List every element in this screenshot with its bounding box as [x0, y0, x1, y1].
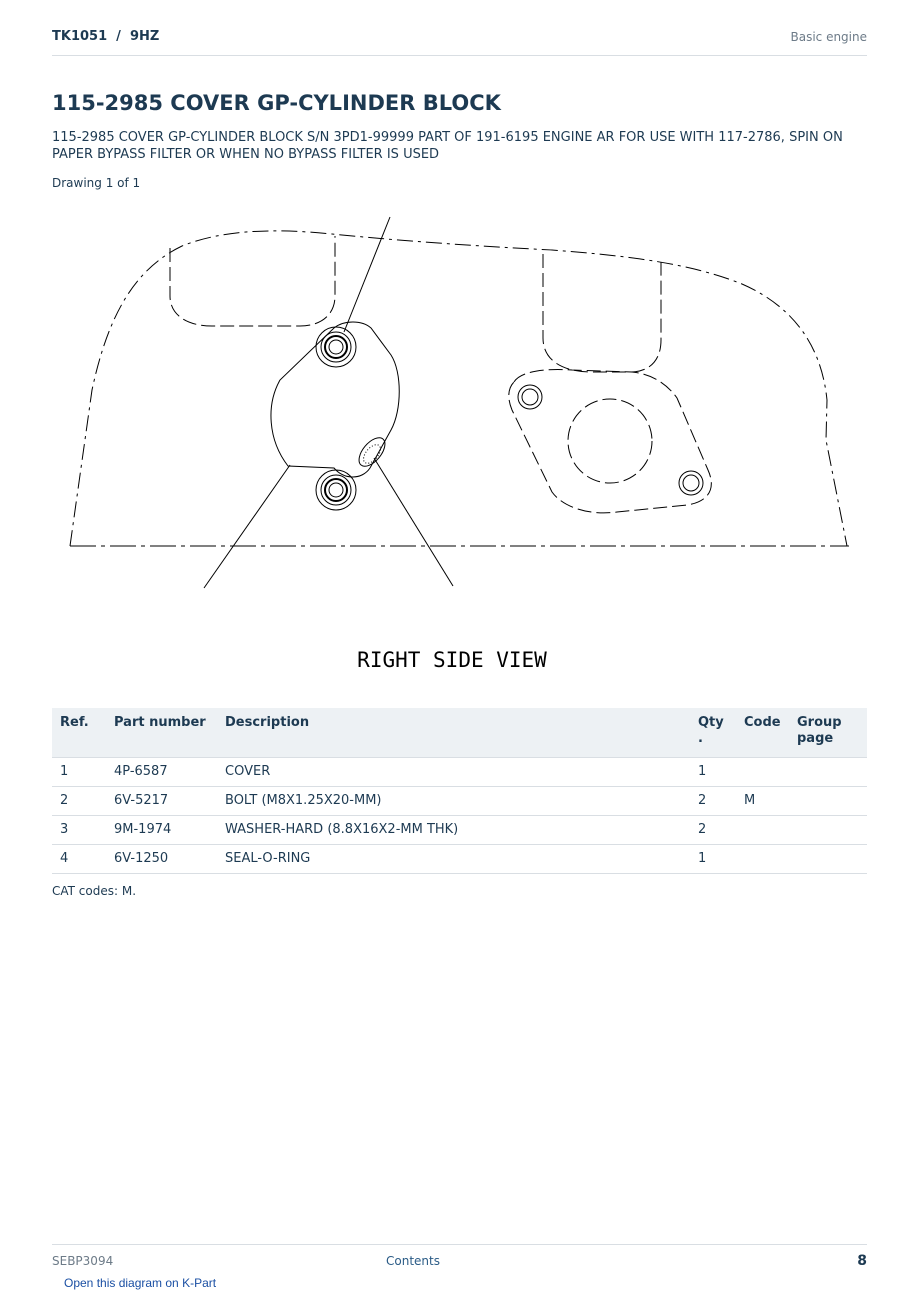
cell-ref: 4: [52, 844, 106, 873]
cell-part-number: 6V-1250: [106, 844, 217, 873]
section-label: Basic engine: [790, 30, 867, 44]
flange-hole-right-inner: [683, 475, 699, 491]
table-row: [52, 844, 867, 873]
left-pocket: [170, 236, 335, 326]
table-header-row: [52, 708, 867, 757]
col-qty: Qty .: [690, 708, 736, 757]
contents-link[interactable]: Contents: [386, 1254, 440, 1268]
table-row: [52, 757, 867, 786]
leader-line-right: [374, 458, 453, 586]
cat-codes-note: CAT codes: M.: [52, 884, 137, 898]
page-footer: [52, 1244, 867, 1274]
cell-code: [736, 815, 789, 844]
cell-group-page: [789, 786, 867, 815]
bolt-top-hex: [329, 340, 343, 354]
col-description: Description: [217, 708, 690, 757]
drawing-count-label: Drawing 1 of 1: [52, 176, 141, 190]
leader-line-top: [344, 217, 390, 332]
cell-qty: 2: [690, 786, 736, 815]
block-outline: [70, 231, 847, 546]
right-flange: [509, 370, 712, 513]
cell-ref: 3: [52, 815, 106, 844]
table-row: [52, 786, 867, 815]
page-number: 8: [857, 1253, 867, 1269]
bolt-bottom-hex: [329, 483, 343, 497]
flange-bore: [568, 399, 652, 483]
model-label: TK1051 / 9HZ: [52, 29, 160, 44]
cell-part-number: 4P-6587: [106, 757, 217, 786]
cell-part-number: 6V-5217: [106, 786, 217, 815]
cell-qty: 1: [690, 844, 736, 873]
table-row: [52, 815, 867, 844]
col-group-page: Group page: [789, 708, 867, 757]
cell-group-page: [789, 815, 867, 844]
cell-description: BOLT (M8X1.25X20-MM): [217, 786, 690, 815]
cell-description: WASHER-HARD (8.8X16X2-MM THK): [217, 815, 690, 844]
flange-hole-left-inner: [522, 389, 538, 405]
cell-ref: 2: [52, 786, 106, 815]
parts-table: [52, 708, 867, 874]
document-number: SEBP3094: [52, 1254, 114, 1268]
bolt-bottom-inner: [325, 479, 347, 501]
cell-description: SEAL-O-RING: [217, 844, 690, 873]
cell-part-number: 9M-1974: [106, 815, 217, 844]
cell-group-page: [789, 844, 867, 873]
cell-code: [736, 844, 789, 873]
cell-description: COVER: [217, 757, 690, 786]
seal-o-ring-fill: [360, 442, 383, 467]
cover-plate: [271, 322, 399, 477]
view-label: RIGHT SIDE VIEW: [357, 648, 547, 672]
cell-qty: 1: [690, 757, 736, 786]
bolt-top-inner: [325, 336, 347, 358]
page-title: 115-2985 COVER GP-CYLINDER BLOCK: [52, 91, 501, 115]
diagram-drawing: [52, 200, 868, 680]
cell-code: [736, 757, 789, 786]
page-header: [52, 29, 867, 56]
col-part-number: Part number: [106, 708, 217, 757]
cell-qty: 2: [690, 815, 736, 844]
bolt-top-outer: [316, 327, 356, 367]
col-code: Code: [736, 708, 789, 757]
cell-ref: 1: [52, 757, 106, 786]
cell-code: M: [736, 786, 789, 815]
kpart-diagram-link[interactable]: Open this diagram on K-Part: [64, 1276, 217, 1290]
leader-line-left: [204, 465, 290, 588]
part-description: 115-2985 COVER GP-CYLINDER BLOCK S/N 3PD1-99999 PART OF 191-6195 ENGINE AR FOR USE WITH 117-2786, SPIN ON PAPER BYPASS FILTER OR WHEN NO BYPASS FILTER IS USED: [52, 130, 843, 162]
col-ref: Ref.: [52, 708, 106, 757]
cell-group-page: [789, 757, 867, 786]
bolt-bottom-outer: [316, 470, 356, 510]
parts-diagram: [52, 200, 868, 680]
right-pocket: [543, 254, 661, 372]
